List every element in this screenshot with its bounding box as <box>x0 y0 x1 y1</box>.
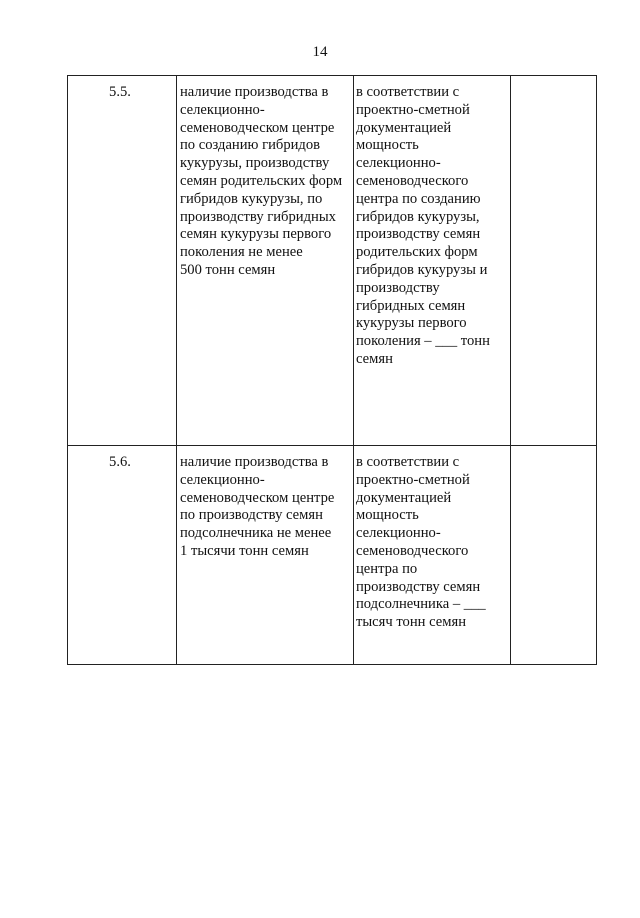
criteria-table <box>67 75 597 665</box>
page-number: 14 <box>312 44 328 60</box>
requirement-cell <box>177 76 354 446</box>
table-row <box>68 446 597 665</box>
row-number: 5.5. <box>109 84 131 100</box>
requirement-text: наличие производства в селекционно- семеноводческом центре по производству семян подсолнечника не менее 1 тысячи тонн семян <box>180 454 335 559</box>
row-number-cell <box>68 76 177 446</box>
row-number-cell <box>68 446 177 665</box>
value-cell <box>354 76 511 446</box>
mark-cell <box>511 76 597 446</box>
value-text: в соответствии с проектно-сметной документацией мощность селекционно- семеноводческого центра по производству семян подсолнечника – ___ тысяч тонн семян <box>356 454 486 631</box>
value-cell <box>354 446 511 665</box>
requirement-text: наличие производства в селекционно- семеноводческом центре по созданию гибридов кукурузы, производству семян родительских форм гибридов кукурузы, по производству гибридных семян кукурузы первого поколения не менее 500 тонн семян <box>180 84 343 278</box>
value-text: в соответствии с проектно-сметной документацией мощность селекционно- семеноводческого центра по созданию гибридов кукурузы, производству семян родительских форм гибридов кукурузы и производству гибридных семян кукурузы первого поколения – ___ тонн семян <box>356 84 490 367</box>
row-number: 5.6. <box>109 454 131 470</box>
mark-cell <box>511 446 597 665</box>
table-row <box>68 76 597 446</box>
requirement-cell <box>177 446 354 665</box>
